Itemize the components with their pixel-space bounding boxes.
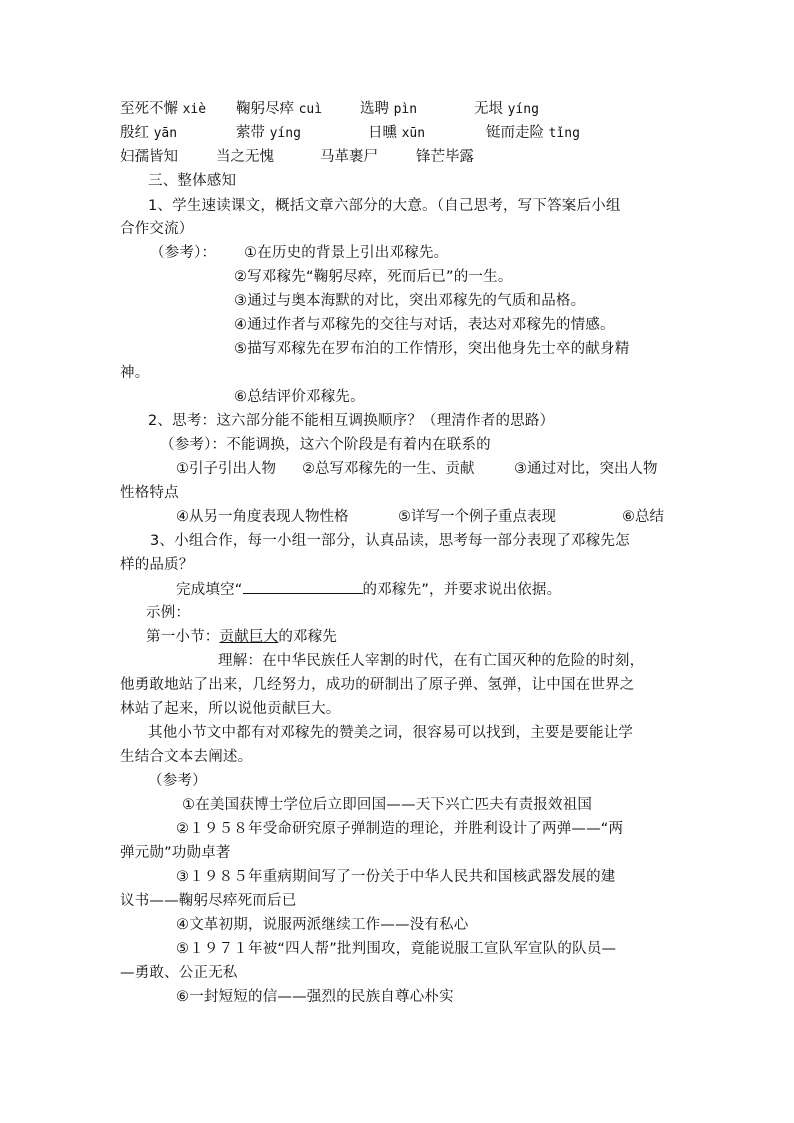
- example-label: 示例：: [146, 605, 191, 621]
- reference-item: ⑥一封短短的信——强烈的民族自尊心朴实: [176, 989, 454, 1005]
- answer-item: ①在历史的背景上引出邓稼先。: [244, 245, 449, 261]
- vocab-item: [120, 99, 206, 120]
- vocab-word: 妇孺皆知: [120, 149, 178, 165]
- vocab-item: [236, 123, 301, 144]
- example-title-suffix: 的邓稼先: [278, 629, 338, 645]
- answer-item: ④通过作者与邓稼先的交往与对话，表达对邓稼先的情感。: [234, 317, 615, 333]
- reference-item: ③１９８５年重病期间写了一份关于中华人民共和国核武器发展的建: [176, 869, 616, 885]
- question-3-cont: 样的品质？: [120, 557, 194, 573]
- other-line: 其他小节文中都有对邓稼先的赞美之词，很容易可以找到，主要是要能让学: [148, 725, 634, 741]
- answer-item: ⑤详写一个例子重点表现: [398, 509, 556, 525]
- answer-item: ⑥总结: [622, 509, 664, 525]
- other-line: 生结合文本去阐述。: [120, 749, 253, 765]
- vocab-item: [474, 99, 539, 120]
- vocab-word: 至死不懈: [120, 101, 178, 117]
- vocab-word: 萦带: [236, 125, 265, 141]
- answer-item: ④从另一角度表现人物性格: [176, 509, 349, 525]
- vocab-word: 马革裹尸: [320, 149, 378, 165]
- vocab-pinyin: cuì: [298, 102, 323, 117]
- vocab-pinyin: yān: [153, 126, 178, 141]
- answer-item: ③通过对比，突出人物: [514, 461, 658, 477]
- reference-item-cont: 议书——鞠躬尽瘁死而后已: [120, 893, 297, 909]
- example-title-underlined: 贡献巨大: [219, 629, 279, 645]
- reference-label: （参考）：: [150, 245, 217, 261]
- question-1: 1、学生速读课文，概括文章六部分的大意。（自己思考，写下答案后小组: [148, 198, 621, 214]
- vocab-pinyin: xiè: [182, 102, 207, 117]
- vocab-pinyin: pìn: [393, 102, 418, 117]
- explanation-line: 理解：在中华民族任人宰割的时代，在有亡国灭种的危险的时刻，: [218, 653, 645, 669]
- vocab-word: 锋芒毕露: [416, 149, 474, 165]
- vocab-item: [368, 123, 425, 144]
- explanation-line: 他勇敢地站了出来，几经努力，成功的研制出了原子弹、氢弹，让中国在世界之: [120, 677, 635, 693]
- reference-text: （参考）：不能调换，这六个阶段是有着内在联系的: [160, 437, 491, 453]
- vocab-word: 鞠躬尽瘁: [236, 101, 294, 117]
- answer-item: ⑥总结评价邓稼先。: [234, 389, 365, 405]
- vocab-item: [236, 99, 322, 120]
- vocab-word: 选聘: [360, 101, 389, 117]
- example-title: [146, 627, 337, 647]
- question-1-cont: 合作交流）: [120, 221, 194, 237]
- section-heading: 三、整体感知: [148, 173, 237, 189]
- reference-item-cont: 弹元勋”功勋卓著: [120, 845, 231, 861]
- reference-item: ④文革初期，说服两派继续工作——没有私心: [176, 917, 469, 933]
- fill-suffix: 的邓稼先”，并要求说出依据。: [362, 582, 562, 598]
- vocab-word: 铤而走险: [486, 125, 544, 141]
- reference-item: ⑤１９７１年被“四人帮”批判围攻，竟能说服工宣队军宣队的队员—: [176, 941, 617, 957]
- vocab-word: 日曛: [368, 125, 397, 141]
- answer-item: ①引子引出人物: [176, 461, 276, 477]
- fill-prefix: 完成填空“: [176, 582, 243, 598]
- question-3: 3、小组合作，每一小组一部分，认真品读，思考每一部分表现了邓稼先怎: [150, 533, 630, 549]
- vocab-word: 当之无愧: [216, 149, 274, 165]
- answer-item: ⑤描写邓稼先在罗布泊的工作情形，突出他身先士卒的献身精: [234, 341, 630, 357]
- answer-item: ②写邓稼先“鞠躬尽瘁，死而后已”的一生。: [234, 269, 513, 285]
- fill-in-line: [176, 579, 561, 600]
- vocab-pinyin: yíng: [507, 102, 539, 117]
- answer-item: ③通过与奥本海默的对比，突出邓稼先的气质和品格。: [234, 293, 586, 309]
- vocab-pinyin: xūn: [401, 126, 426, 141]
- vocab-word: 殷红: [120, 125, 149, 141]
- example-title-prefix: 第一小节：: [146, 629, 220, 645]
- question-2: 2、思考：这六部分能不能相互调换顺序？（理清作者的思路）: [148, 413, 555, 429]
- reference-label: （参考）: [148, 773, 207, 789]
- reference-item-cont: —勇敢、公正无私: [120, 965, 238, 981]
- reference-item: ②１９５８年受命研究原子弹制造的理论，并胜利设计了两弹——“两: [176, 821, 624, 837]
- reference-item: ①在美国获博士学位后立即回国——天下兴亡匹夫有责报效祖国: [182, 797, 593, 813]
- vocab-item: [360, 99, 417, 120]
- vocab-item: [120, 123, 177, 144]
- vocab-pinyin: yíng: [269, 126, 301, 141]
- vocab-pinyin: tǐng: [548, 126, 580, 141]
- explanation-line: 林站了起来，所以说他贡献巨大。: [120, 701, 341, 717]
- answer-item-cont: 性格特点: [120, 485, 179, 501]
- answer-item-cont: 神。: [120, 365, 150, 381]
- vocab-word: 无垠: [474, 101, 503, 117]
- vocab-item: [486, 123, 580, 144]
- fill-blank: [243, 579, 363, 594]
- answer-item: ②总写邓稼先的一生、贡献: [302, 461, 475, 477]
